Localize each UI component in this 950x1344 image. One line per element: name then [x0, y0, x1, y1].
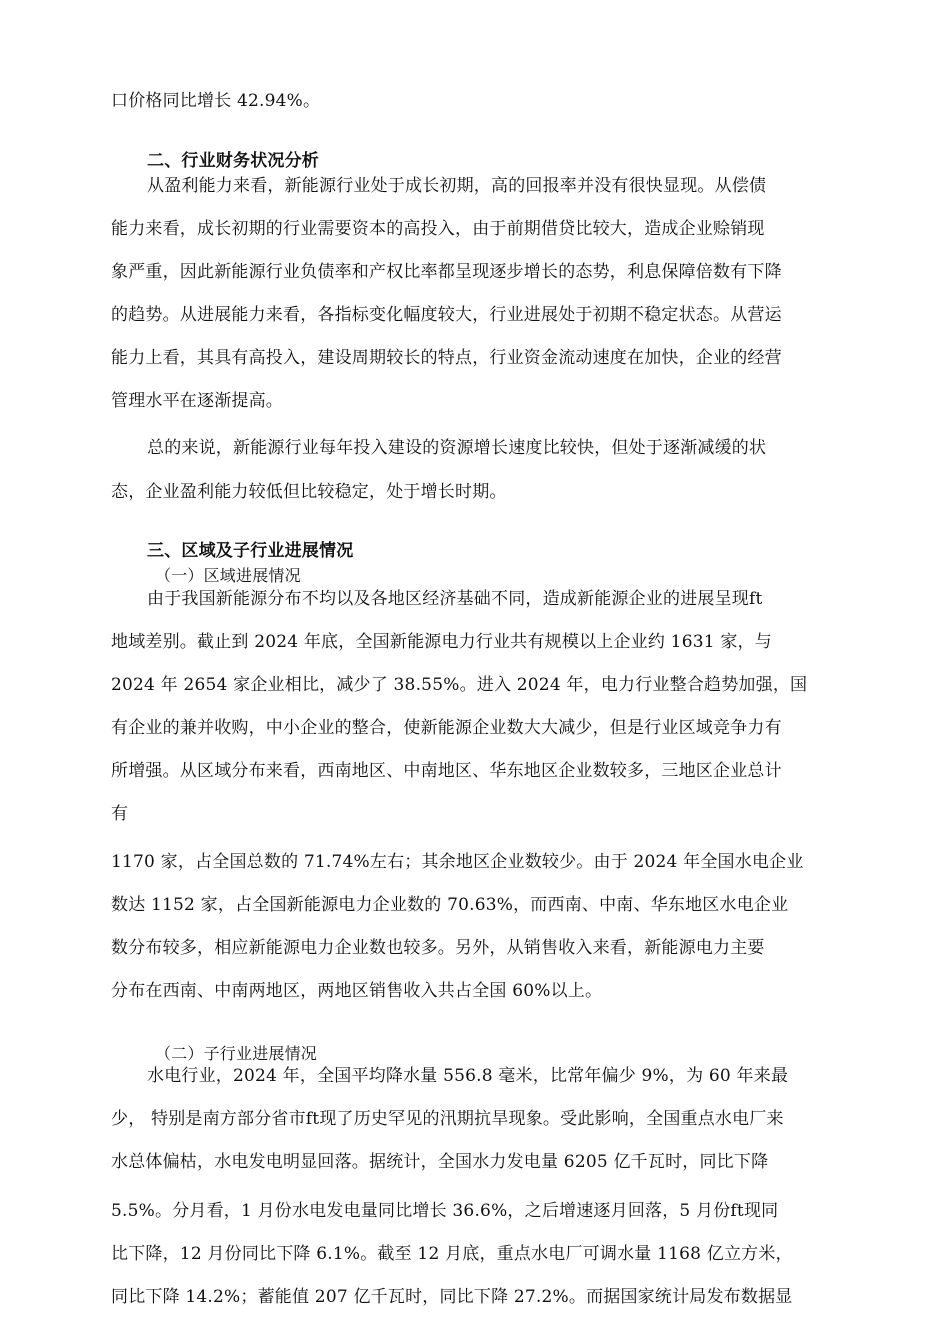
subsection-heading: （一）区域进展情况 — [155, 566, 301, 585]
text-line: 能力来看，成长初期的行业需要资本的高投入，由于前期借贷比较大，造成企业赊销现 — [111, 219, 765, 239]
text-line: 象严重，因此新能源行业负债率和产权比率都呈现逐步增长的态势，利息保障倍数有下降 — [111, 262, 782, 282]
text-line: 所增强。从区域分布来看，西南地区、中南地区、华东地区企业数较多，三地区企业总计 — [111, 761, 782, 781]
text-line: 同比下降 14.2%；蓄能值 207 亿千瓦时，同比下降 27.2%。而据国家统计局发布数据显 — [111, 1287, 793, 1307]
text-line: 比下降，12 月份同比下降 6.1%。截至 12 月底，重点水电厂可调水量 1168 亿立方米， — [111, 1244, 793, 1264]
text-line: 数达 1152 家，占全国新能源电力企业数的 70.63%，而西南、中南、华东地区水电企业 — [111, 895, 789, 915]
text-line: 水总体偏枯，水电发电明显回落。据统计，全国水力发电量 6205 亿千瓦时，同比下降 — [111, 1152, 769, 1172]
text-line: 分布在西南、中南两地区，两地区销售收入共占全国 60%以上。 — [111, 981, 603, 1001]
text-line: 从盈利能力来看，新能源行业处于成长初期，高的回报率并没有很快显现。从偿债 — [147, 176, 767, 196]
text-line: 5.5%。分月看，1 月份水电发电量同比增长 36.6%，之后增速逐月回落，5 月份ft现同 — [111, 1201, 779, 1221]
text-line: 总的来说，新能源行业每年投入建设的资源增长速度比较快，但处于逐渐减缓的状 — [147, 438, 767, 458]
text-line: 态，企业盈利能力较低但比较稳定，处于增长时期。 — [111, 482, 507, 502]
text-line: 数分布较多，相应新能源电力企业数也较多。另外，从销售收入来看，新能源电力主要 — [111, 938, 765, 958]
text-line: 2024 年 2654 家企业相比，减少了 38.55%。进入 2024 年，电力行业整合趋势加强，国 — [111, 675, 808, 695]
text-line: 的趋势。从进展能力来看，各指标变化幅度较大，行业进展处于初期不稳定状态。从营运 — [111, 305, 782, 325]
text-line: 有 — [111, 804, 129, 824]
text-line: 少， 特别是南方部分省市ft现了历史罕见的汛期抗旱现象。受此影响，全国重点水电厂来 — [111, 1109, 784, 1129]
text-line: 能力上看，其具有高投入，建设周期较长的特点，行业资金流动速度在加快，企业的经营 — [111, 348, 782, 368]
subsection-heading: （二）子行业进展情况 — [155, 1044, 318, 1063]
text-line: 水电行业，2024 年，全国平均降水量 556.8 毫米，比常年偏少 9%，为 60 年来最 — [147, 1066, 789, 1086]
text-line: 有企业的兼并收购，中小企业的整合，使新能源企业数大大减少，但是行业区域竞争力有 — [111, 718, 782, 738]
section-heading: 二、行业财务状况分析 — [147, 151, 319, 171]
section-heading: 三、区域及子行业进展情况 — [147, 541, 354, 561]
text-line: 管理水平在逐渐提高。 — [111, 391, 283, 411]
text-line: 1170 家，占全国总数的 71.74%左右；其余地区企业数较少。由于 2024 年全国水电企业 — [111, 852, 804, 872]
text-line: 地域差别。截止到 2024 年底，全国新能源电力行业共有规模以上企业约 1631 家，与 — [111, 632, 772, 652]
text-line: 口价格同比增长 42.94%。 — [111, 91, 321, 111]
text-line: 由于我国新能源分布不均以及各地区经济基础不同，造成新能源企业的进展呈现ft — [147, 589, 763, 609]
